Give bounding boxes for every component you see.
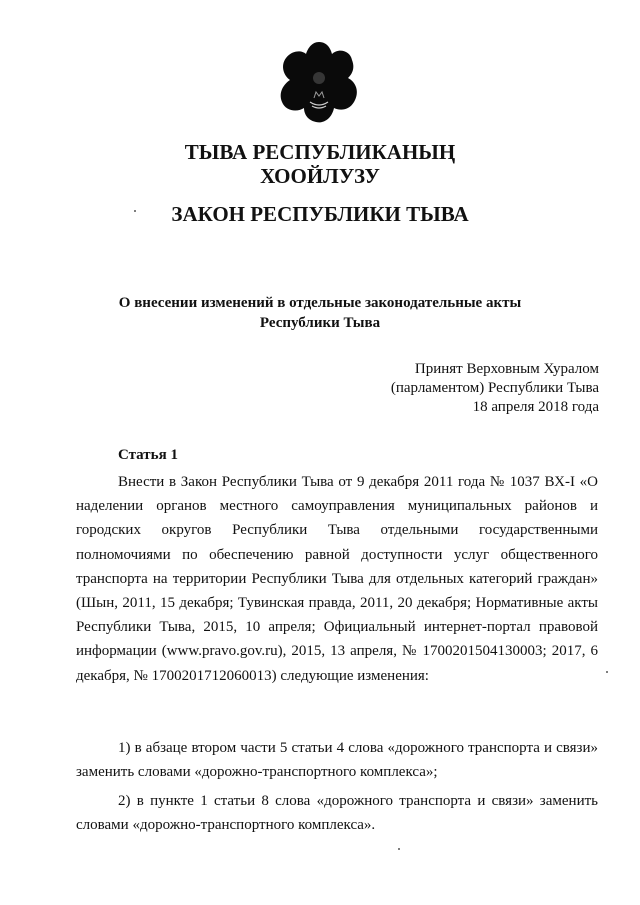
- article-heading: Статья 1: [118, 447, 178, 463]
- title-tyvan-line2: ХООЙЛУЗУ: [260, 164, 380, 188]
- article-item-2: [76, 789, 598, 837]
- scan-speck: [134, 210, 136, 212]
- subject-line1: О внесении изменений в отдельные законодательные акты: [118, 295, 522, 311]
- subject-line2: Республики Тыва: [259, 315, 381, 331]
- document-title-russian: ЗАКОН РЕСПУБЛИКИ ТЫВА: [171, 202, 469, 226]
- adoption-block: [391, 360, 599, 417]
- scan-speck: [398, 848, 400, 850]
- article-item-1: [76, 736, 598, 784]
- republic-of-tyva-emblem-icon: [276, 40, 362, 126]
- adoption-line1: Принят Верховным Хуралом: [414, 361, 599, 377]
- document-title-tyvan: [0, 140, 640, 188]
- law-subject: [80, 293, 560, 333]
- article-paragraph-1: [76, 470, 598, 688]
- adoption-date: 18 апреля 2018 года: [472, 399, 599, 415]
- adoption-line2: (парламентом) Республики Тыва: [390, 380, 599, 396]
- title-tyvan-line1: ТЫВА РЕСПУБЛИКАНЫҢ: [184, 140, 456, 164]
- item-text: 1) в абзаце втором части 5 статьи 4 слова «дорожного транспорта и связи» заменить словами «дорожно-транспортного комплекса»;: [76, 740, 598, 781]
- paragraph-text: Внести в Закон Республики Тыва от 9 декабря 2011 года № 1037 ВХ-I «О наделении органов местного самоуправления муниципальных районов и городских округов Республики Тыва отдельными государственными полномочиями по обеспечению равной доступности услуг общественного транспорта на территории Республики Тыва для отдельных категорий граждан» (Шын, 2011, 15 декабря; Тувинская правда, 2011, 20 декабря; Нормативные акты Республики Тыва, 2015, 10 апреля; Официальный интернет-портал правовой информации (www.pravo.gov.ru), 2015, 13 апреля, № 1700201504130003; 2017, 6 декабря, № 1700201712060013) следующие изменения:: [76, 474, 598, 684]
- scan-speck: [606, 671, 608, 673]
- item-text: 2) в пункте 1 статьи 8 слова «дорожного транспорта и связи» заменить словами «дорожно-транспортного комплекса».: [76, 793, 598, 834]
